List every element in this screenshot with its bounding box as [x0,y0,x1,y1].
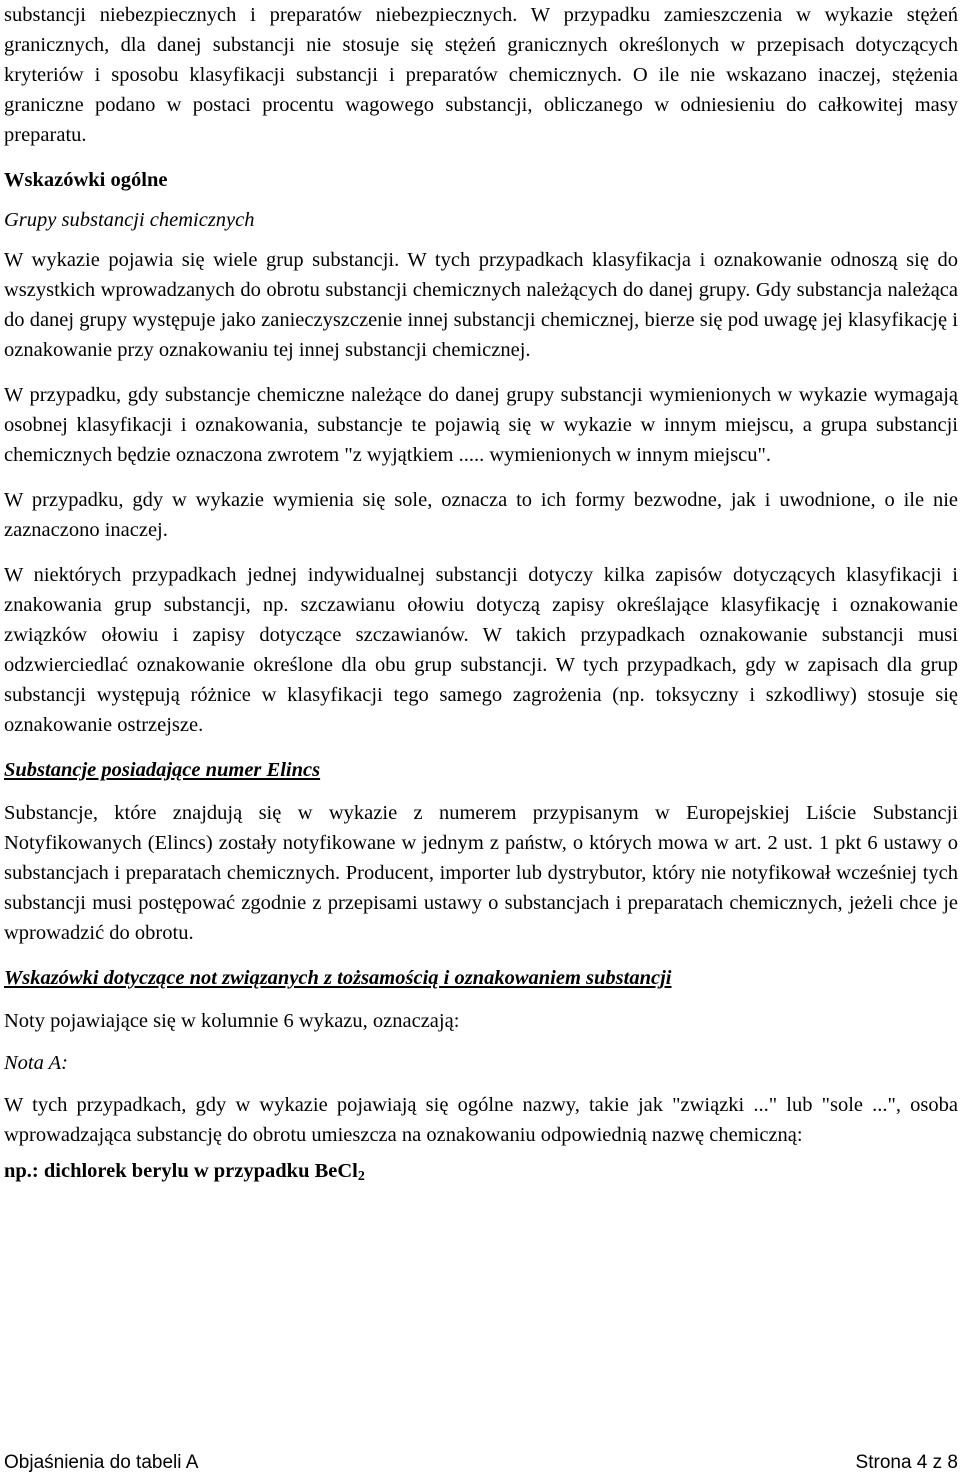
groups-paragraph-4: W niektórych przypadkach jednej indywidualnej substancji dotyczy kilka zapisów dotyczących klasyfikacji i znakowania grup substancji, np. szczawianu ołowiu dotyczą zapisy określające klasyfikację i oznakowanie związków ołowiu i zapisy dotyczące szczawianów. W takich przypadkach oznakowanie substancji musi odzwierciedlać oznakowanie określone dla obu grup substancji. W tych przypadkach, gdy w zapisach dla grup substancji występują różnice w klasyfikacji tego samego zagrożenia (np. toksyczny i szkodliwy) stosuje się oznakowanie ostrzejsze. [4,564,958,736]
example-line [4,1156,958,1186]
substance-groups-heading: Grupy substancji chemicznych [4,209,255,231]
nota-a-heading: Nota A: [4,1052,68,1074]
example-text: np.: dichlorek berylu w przypadku BeCl [4,1160,358,1182]
general-guidelines-heading: Wskazówki ogólne [4,169,168,191]
groups-paragraph-3: W przypadku, gdy w wykazie wymienia się sole, oznacza to ich formy bezwodne, jak i uwodnione, o ile nie zaznaczono inaczej. [4,489,958,541]
footer-title: Objaśnienia do tabeli A [4,1452,199,1473]
elincs-paragraph: Substancje, które znajdują się w wykazie z numerem przypisanym w Europejskiej Liście Substancji Notyfikowanych (Elincs) zostały notyfikowane w jednym z państw, o których mowa w art. 2 ust. 1 pkt 6 ustawy o substancjach i preparatach chemicznych. Producent, importer lub dystrybutor, który nie notyfikował wcześniej tych substancji musi postępować zgodnie z przepisami ustawy o substancjach i preparatach chemicznych, jeżeli chce je wprowadzić do obrotu. [4,802,958,944]
nota-a-paragraph: W tych przypadkach, gdy w wykazie pojawiają się ogólne nazwy, takie jak "związki ..." lub "sole ...", osoba wprowadzająca substancję do obrotu umieszcza na oznakowaniu odpowiednią nazwę chemiczną: [4,1094,958,1146]
example-subscript: 2 [357,1169,365,1184]
footer-page-number: Strona 4 z 8 [855,1452,958,1473]
document-body [4,0,958,1186]
notes-intro: Noty pojawiające się w kolumnie 6 wykazu, oznaczają: [4,1010,460,1032]
notes-heading: Wskazówki dotyczące not związanych z tożsamością i oznakowaniem substancji [4,967,672,989]
page-footer [4,1451,958,1475]
intro-paragraph: substancji niebezpiecznych i preparatów niebezpiecznych. W przypadku zamieszczenia w wykazie stężeń granicznych, dla danej substancji nie stosuje się stężeń granicznych określonych w przepisach dotyczących kryteriów i sposobu klasyfikacji substancji i preparatów chemicznych. O ile nie wskazano inaczej, stężenia graniczne podano w postaci procentu wagowego substancji, obliczanego w odniesieniu do całkowitej masy preparatu. [4,4,958,146]
elincs-heading: Substancje posiadające numer Elincs [4,759,321,781]
groups-paragraph-2: W przypadku, gdy substancje chemiczne należące do danej grupy substancji wymienionych w wykazie wymagają osobnej klasyfikacji i oznakowania, substancje te pojawią się w wykazie w innym miejscu, a grupa substancji chemicznych będzie oznaczona zwrotem "z wyjątkiem ..... wymienionych w innym miejscu". [4,384,958,466]
groups-paragraph-1: W wykazie pojawia się wiele grup substancji. W tych przypadkach klasyfikacja i oznakowanie odnoszą się do wszystkich wprowadzanych do obrotu substancji chemicznych należących do danej grupy. Gdy substancja należąca do danej grupy występuje jako zanieczyszczenie innej substancji chemicznej, bierze się pod uwagę jej klasyfikację i oznakowanie przy oznakowaniu tej innej substancji chemicznej. [4,249,958,361]
